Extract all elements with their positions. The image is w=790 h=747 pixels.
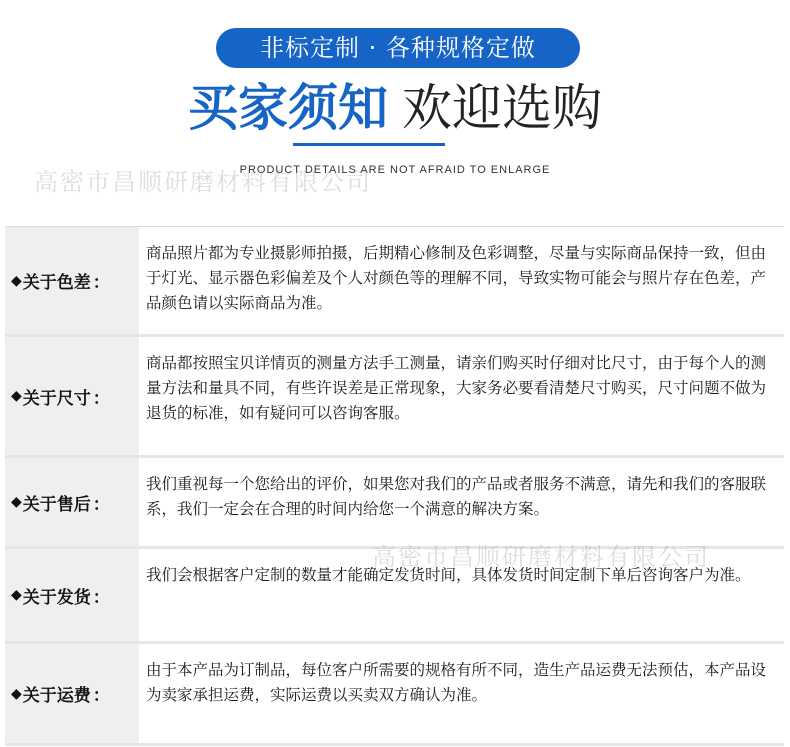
notice-label	[5, 227, 139, 334]
notice-label-colon: ：	[92, 686, 110, 706]
page-title-light: 欢迎选购	[402, 79, 602, 137]
watermark-text: 高密市昌顺研磨材料有限公司	[34, 168, 372, 196]
notice-row-freight	[5, 644, 784, 746]
diamond-bullet-icon: ◆	[11, 685, 22, 702]
notice-label-colon: ：	[92, 587, 110, 608]
header-badge: 非标定制 · 各种规格定做	[216, 28, 580, 68]
notice-text: 我们会根据客户定制的数量才能确定发货时间，具体发货时间定制下单后咨询客户为准。	[146, 566, 751, 584]
notice-label	[5, 337, 139, 455]
notice-label-text: 关于色差	[22, 273, 91, 293]
notice-text: 我们重视每一个您给出的评价，如果您对我们的产品或者服务不满意，请先和我们的客服联系，我们一定会在合理的时间内给您一个满意的解决方案。	[146, 475, 767, 518]
watermark-text: 高密市昌顺研磨材料有限公司	[372, 543, 710, 571]
notice-label	[5, 458, 139, 546]
notice-row-size	[5, 337, 784, 458]
diamond-bullet-icon: ◆	[11, 388, 22, 404]
notice-label-text: 关于发货	[22, 587, 91, 608]
notice-label	[5, 549, 139, 641]
notice-row-color	[5, 227, 784, 337]
diamond-bullet-icon: ◆	[11, 494, 22, 510]
notice-row-shipping	[5, 549, 784, 644]
notice-label-colon: ：	[92, 388, 110, 409]
notice-text: 商品都按照宝贝详情页的测量方法手工测量，请亲们购买时仔细对比尺寸，由于每个人的测量方法和量具不同，有些许误差是正常现象，大家务必要看清楚尺寸购买，尺寸问题不做为退货的标准，如有疑问可以咨询客服。	[146, 354, 767, 422]
page-subtitle: PRODUCT DETAILS ARE NOT AFRAID TO ENLARGE	[239, 164, 551, 176]
notice-text: 由于本产品为订制品，每位客户所需要的规格有所不同，造生产品运费无法预估，本产品设为卖家承担运费，实际运费以买卖双方确认为准。	[146, 661, 767, 704]
notice-text: 商品照片都为专业摄影师拍摄，后期精心修制及色彩调整，尽量与实际商品保持一致，但由于灯光、显示器色彩偏差及个人对颜色等的理解不同，导致实物可能会与照片存在色差，产品颜色请以实际商品为准。	[146, 244, 767, 312]
notice-label-text: 关于运费	[22, 686, 91, 706]
notice-label-colon: ：	[92, 273, 110, 293]
diamond-bullet-icon: ◆	[11, 272, 22, 289]
title-underline	[293, 143, 445, 146]
notice-label-text: 关于售后	[22, 494, 91, 515]
notice-row-aftersale	[5, 458, 784, 549]
notice-label-text: 关于尺寸	[22, 388, 91, 409]
page-title	[0, 78, 790, 138]
page-title-bold: 买家须知	[188, 79, 388, 137]
notice-table	[5, 226, 784, 746]
notice-label-colon: ：	[92, 494, 110, 515]
notice-label	[5, 644, 139, 743]
diamond-bullet-icon: ◆	[11, 587, 22, 603]
